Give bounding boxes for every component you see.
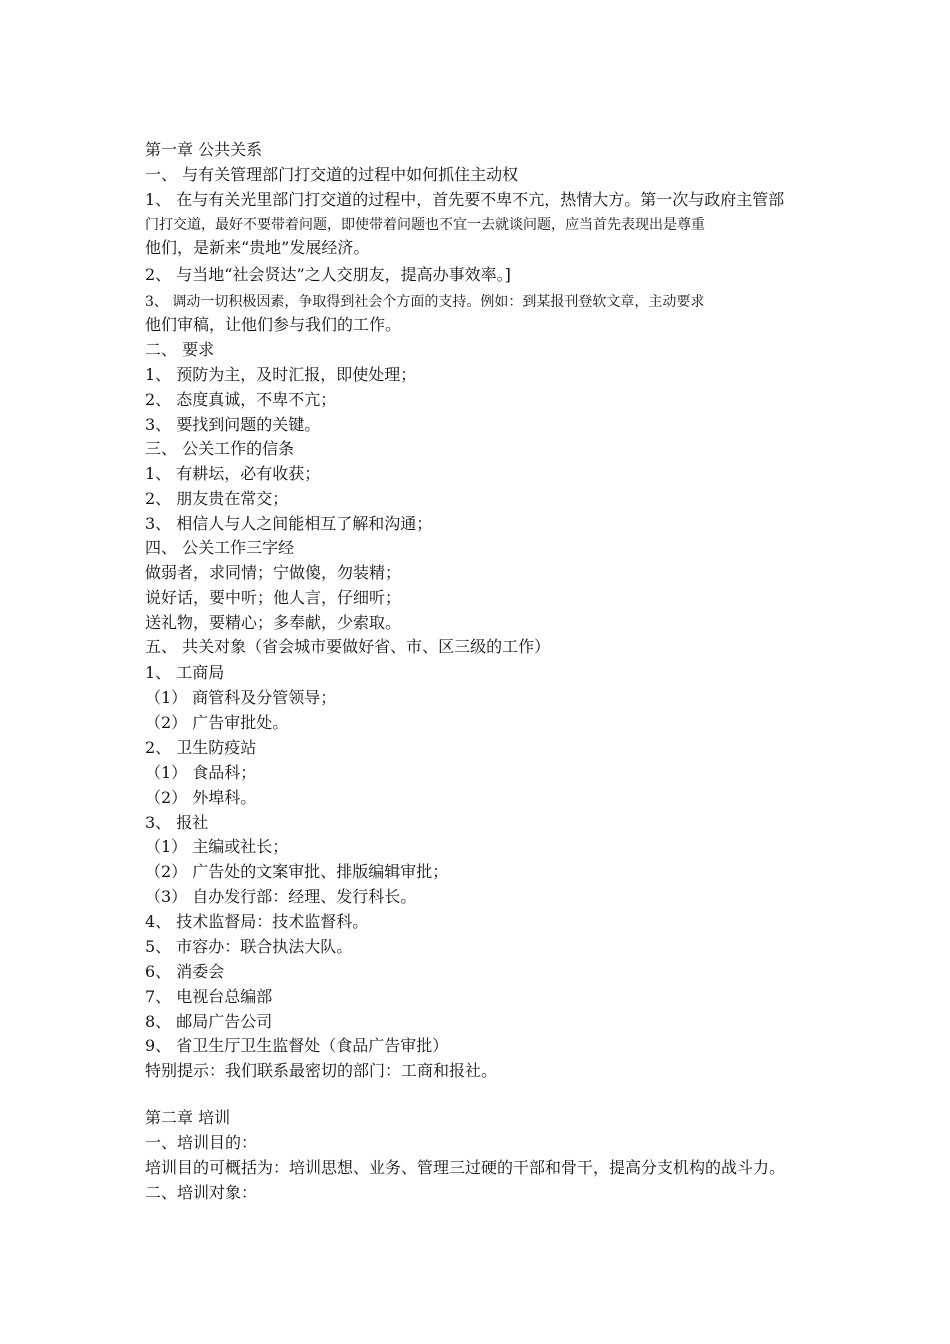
verse-line: 说好话，要中听；他人言，仔细听； <box>145 588 402 607</box>
chapter-2-title: 第二章 培训 <box>145 1108 231 1127</box>
list-item: 6、 消委会 <box>145 962 225 981</box>
paragraph-2: 2、 与当地“社会贤达”之人交朋友，提高办事效率。] <box>145 265 511 284</box>
list-item: 9、 省卫生厅卫生监督处（食品广告审批） <box>145 1036 449 1055</box>
chapter-2-section-2-heading: 二、培训对象： <box>145 1183 258 1202</box>
list-item: （3） 自办发行部：经理、发行科长。 <box>145 887 417 906</box>
paragraph-1-line-3: 他们，是新来“贵地”发展经济。 <box>145 238 370 257</box>
list-item: 3、 报社 <box>145 813 209 832</box>
list-item: 1、 预防为主，及时汇报，即使处理； <box>145 365 417 384</box>
list-item: （2） 外埠科。 <box>145 788 257 807</box>
list-item: （1） 商管科及分管领导； <box>145 688 337 707</box>
list-item: （1） 主编或社长； <box>145 837 289 856</box>
chapter-2-section-1-heading: 一、培训目的： <box>145 1133 258 1152</box>
paragraph-1-line-2: 门打交道，最好不要带着问题，即使带着问题也不宜一去就谈问题，应当首先表现出是尊重 <box>145 217 705 233</box>
section-2-heading: 二、 要求 <box>145 340 215 359</box>
list-item: （1） 食品科； <box>145 763 257 782</box>
section-4-heading: 四、 公关工作三字经 <box>145 538 295 557</box>
list-item: 1、 工商局 <box>145 663 225 682</box>
paragraph-3-line-1: 3、 调动一切积极因素，争取得到社会个方面的支持。例如：到某报刊登软文章，主动要求 <box>145 294 705 310</box>
list-item: 2、 卫生防疫站 <box>145 738 257 757</box>
paragraph-3-line-2: 他们审稿，让他们参与我们的工作。 <box>145 315 402 334</box>
list-item: （2） 广告审批处。 <box>145 713 289 732</box>
list-item: 3、 要找到问题的关键。 <box>145 415 321 434</box>
chapter-1-title: 第一章 公共关系 <box>145 140 263 159</box>
section-1-heading: 一、 与有关管理部门打交道的过程中如何抓住主动权 <box>145 165 519 184</box>
list-item: 3、 相信人与人之间能相互了解和沟通； <box>145 514 433 533</box>
list-item: 2、 朋友贵在常交； <box>145 489 289 508</box>
special-note: 特别提示：我们联系最密切的部门：工商和报社。 <box>145 1061 498 1080</box>
list-item: 1、 有耕坛，必有收获； <box>145 464 321 483</box>
verse-line: 送礼物，要精心；多奉献，少索取。 <box>145 613 402 632</box>
verse-line: 做弱者，求同情；宁做傻，勿装精； <box>145 563 402 582</box>
list-item: 4、 技术监督局：技术监督科。 <box>145 912 369 931</box>
list-item: 5、 市容办：联合执法大队。 <box>145 937 353 956</box>
section-3-heading: 三、 公关工作的信条 <box>145 439 295 458</box>
paragraph-1-line-1: 1、 在与有关光里部门打交道的过程中，首先要不卑不亢，热情大方。第一次与政府主管部 <box>145 190 785 209</box>
list-item: 2、 态度真诚，不卑不亢； <box>145 390 337 409</box>
section-5-heading: 五、 共关对象（省会城市要做好省、市、区三级的工作） <box>145 637 551 656</box>
list-item: （2） 广告处的文案审批、排版编辑审批； <box>145 862 449 881</box>
list-item: 8、 邮局广告公司 <box>145 1012 273 1031</box>
list-item: 7、 电视台总编部 <box>145 987 273 1006</box>
chapter-2-section-1-text: 培训目的可概括为：培训思想、业务、管理三过硬的干部和骨干，提高分支机构的战斗力。 <box>145 1158 786 1177</box>
